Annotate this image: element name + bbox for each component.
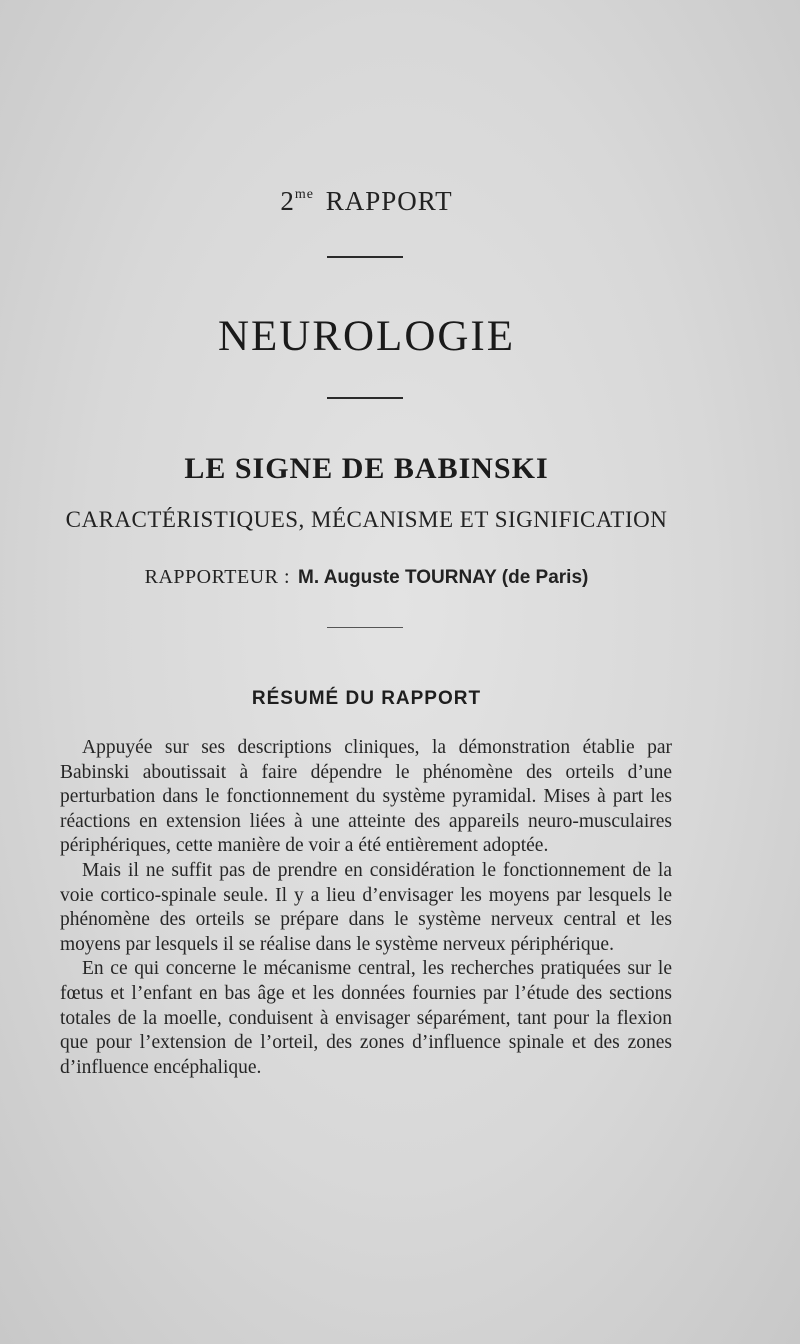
summary-body — [60, 736, 672, 1080]
summary-paragraph: Appuyée sur ses descriptions cliniques, la démonstration établie par Babinski aboutissait à faire dépendre le phénomène des orteils d’une perturbation dans le fonctionnement du système pyramidal. Mises à part les réactions en extension liées à une atteinte des appareils neuro-musculaires périphériques, cette manière de voir a été entièrement adoptée. — [60, 737, 672, 857]
rapport-word: RAPPORT — [325, 186, 453, 216]
divider-rule — [327, 256, 403, 258]
rapporteur-line — [0, 566, 733, 589]
divider-rule — [327, 627, 403, 628]
summary-paragraph: Mais il ne suffit pas de prendre en considération le fonctionnement de la voie cortico-spinale seule. Il y a lieu d’envisager les moyens par lesquels le phénomène des orteils se prépare dans le système nerveux central et les moyens par lesquels il se réalise dans le système nerveux périphérique. — [60, 859, 672, 955]
report-title: LE SIGNE DE BABINSKI — [184, 452, 549, 485]
rapport-number: 2 — [280, 186, 295, 216]
rapport-number-suffix: me — [294, 187, 314, 202]
section-title: NEUROLOGIE — [217, 313, 516, 360]
report-subtitle: CARACTÉRISTIQUES, MÉCANISME ET SIGNIFICATION — [65, 507, 668, 532]
summary-paragraph: En ce qui concerne le mécanisme central, les recherches pratiquées sur le fœtus et l’enfant en bas âge et les données fournies par l’étude des sections totales de la moelle, conduisent à envisager séparément, tant pour la flexion que pour l’extension de l’orteil, des zones d’influence spinale et des zones d’influence encéphalique. — [60, 958, 672, 1078]
rapport-number-heading — [0, 186, 733, 217]
rapporteur-name: M. Auguste TOURNAY (de Paris) — [298, 567, 589, 588]
summary-heading: RÉSUMÉ DU RAPPORT — [251, 688, 482, 709]
divider-rule — [327, 397, 403, 399]
rapporteur-label: RAPPORTEUR : — [144, 566, 291, 588]
